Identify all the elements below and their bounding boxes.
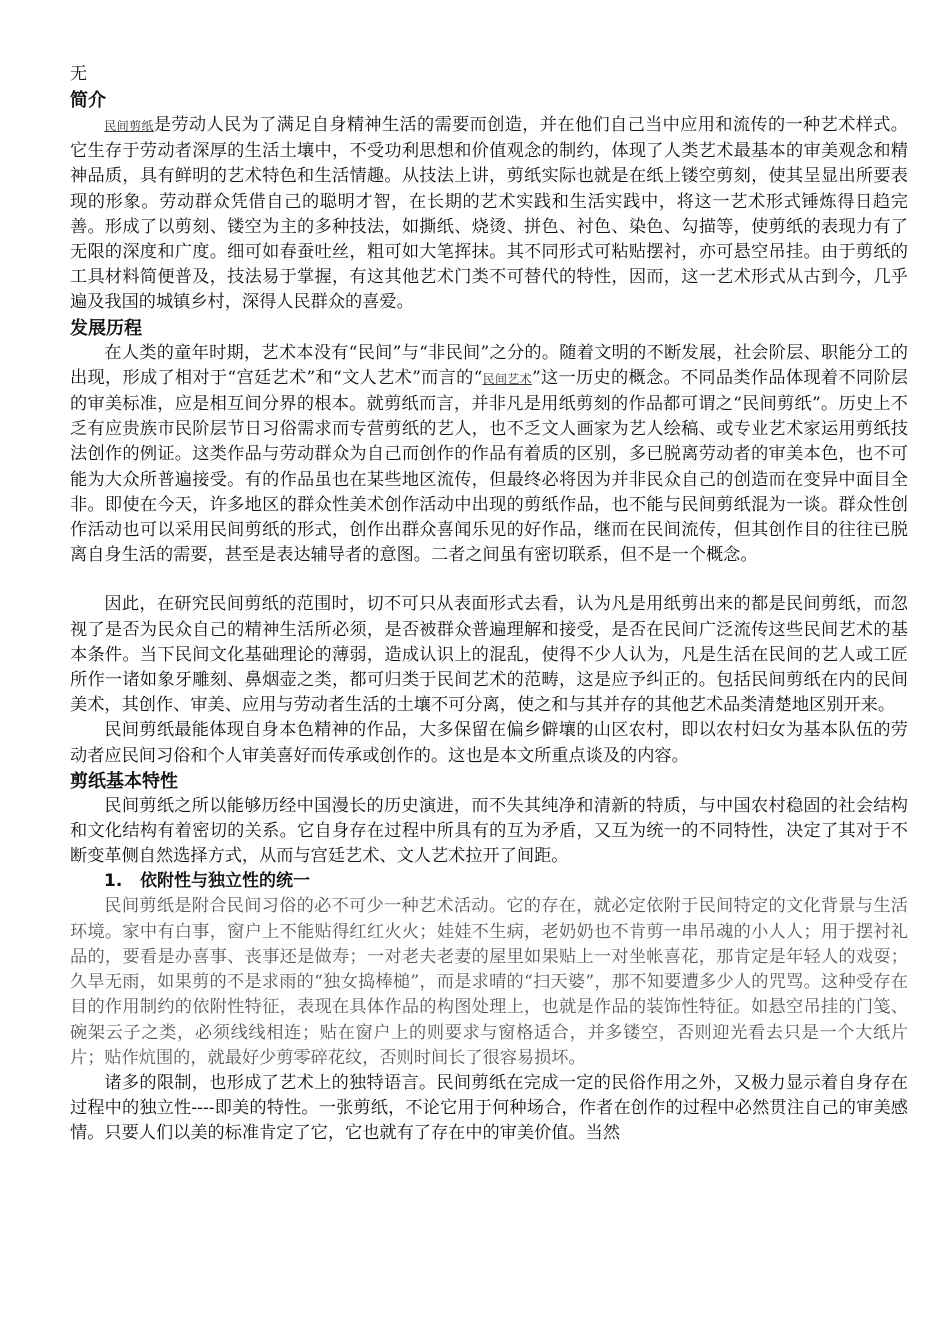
history-paragraph-1 — [70, 341, 908, 569]
history-paragraph-3: 民间剪纸最能体现自身本色精神的作品，大多保留在偏乡僻壤的山区农村，即以农村妇女为基本队伍的劳动者应民间习俗和个人审美喜好而传承或创作的。这也是本文所重点谈及的内容。 — [70, 720, 908, 766]
traits-paragraph-1: 民间剪纸之所以能够历经中国漫长的历史演进，而不失其纯净和清新的特质，与中国农村稳固的社会结构和文化结构有着密切的关系。它自身存在过程中所具有的互为矛盾，又互为统一的不同特性，决定了其对于不断变革侧自然选择方式，从而与宫廷艺术、文人艺术拉开了间距。 — [70, 795, 908, 867]
header-mark: 无 — [70, 64, 87, 84]
history-paragraph-2: 因此，在研究民间剪纸的范围时，切不可只从表面形式去看，认为凡是用纸剪出来的都是民间剪纸，而忽视了是否为民众自己的精神生活所必须，是否被群众普遍理解和接受，是否在民间广泛流传这些民间艺术的基本条件。当下民间文化基础理论的薄弱，造成认识上的混乱，使得不少人认为，凡是生活在民间的艺人或工匠所作一诸如象牙雕刻、鼻烟壶之类，都可归类于民间艺术的范畴，这是应予纠正的。包括民间剪纸在内的民间美术，其创作、审美、应用与劳动者生活的土壤不可分离，使之和与其并存的其他艺术品类清楚地区别开来。 — [70, 594, 908, 716]
section-heading-traits: 剪纸基本特性 — [70, 770, 178, 792]
subsection-heading-1 — [70, 869, 908, 894]
link-folk-art[interactable]: 民间艺术 — [482, 371, 532, 386]
traits-paragraph-2: 民间剪纸是附合民间习俗的必不可少一种艺术活动。它的存在，就必定依附于民间特定的文化背景与生活环境。家中有白事，窗户上不能贴得红红火火；娃娃不生病，老奶奶也不肯剪一串吊魂的小人人；用于摆衬礼品的，要看是办喜事、丧事还是做寿；一对老夫老妻的屋里如果贴上一对坐帐喜花，那肯定是年轻人的戏耍；久旱无雨，如果剪的不是求雨的“独女捣棒槌”，而是求晴的“扫天婆”，那不知要遭多少人的咒骂。这种受存在目的作用制约的依附性特征，表现在具体作品的构图处理上，也就是作品的装饰性特征。如悬空吊挂的门笺、碗架云子之类，必须线线相连；贴在窗户上的则要求与窗格适合，并多镂空，否则迎光看去只是一个大纸片片；贴作炕围的，就最好少剪零碎花纹，否则时间长了很容易损坏。 — [70, 896, 908, 1068]
section-heading-intro: 简介 — [70, 90, 106, 111]
history-paragraph-1-after: ”这一历史的概念。不同品类作品体现着不同阶层的审美标准，应是相互间分界的根本。就剪纸而言，并非凡是用纸剪刻的作品都可谓之“民间剪纸”。历史上不乏有应贵族市民阶层节日习俗需求而专营剪纸的艺人，也不乏文人画家为艺人绘稿、或专业艺术家运用剪纸技法创作的例证。这类作品与劳动群众为自己而创作的作品有着质的区别，多已脱离劳动者的审美本色，也不可能为大众所普遍接受。有的作品虽也在某些地区流传，但最终必将因为并非民众自己的创造而在变异中面目全非。即使在今天，许多地区的群众性美术创作活动中出现的剪纸作品，也不能与民间剪纸混为一谈。群众性创作活动也可以采用民间剪纸的形式，创作出群众喜闻乐见的好作品，继而在民间流传，但其创作目的往往已脱离自身生活的需要，甚至是表达辅导者的意图。二者之间虽有密切联系，但不是一个概念。 — [70, 367, 908, 566]
link-folk-papercut[interactable]: 民间剪纸 — [104, 119, 154, 133]
history-paragraph-1-before: 在人类的童年时期，艺术本没有“民间”与“非民间”之分的。随着文明的不断发展，社会阶层、职能分工的出现，形成了相对于“宫廷艺术”和“文人艺术”而言的“ — [70, 342, 908, 388]
traits-paragraph-3: 诸多的限制，也形成了艺术上的独特语言。民间剪纸在完成一定的民俗作用之外，又极力显示着自身存在过程中的独立性----即美的特性。一张剪纸，不论它用于何种场合，作者在创作的过程中必然贯注自己的审美感情。只要人们以美的标准肯定了它，它也就有了存在中的审美价值。当然 — [70, 1072, 908, 1144]
subsection-number: 1. — [104, 871, 123, 892]
intro-paragraph — [70, 113, 908, 316]
intro-paragraph-text: 是劳动人民为了满足自身精神生活的需要而创造，并在他们自己当中应用和流传的一种艺术样式。它生存于劳动者深厚的生活土壤中，不受功利思想和价值观念的制约，体现了人类艺术最基本的审美观念和精神品质，具有鲜明的艺术特色和生活情趣。从技法上讲，剪纸实际也就是在纸上镂空剪刻，使其呈显出所要表现的形象。劳动群众凭借自己的聪明才智，在长期的艺术实践和生活实践中，将这一艺术形式锤炼得日趋完善。形成了以剪刻、镂空为主的多种技法，如撕纸、烧烫、拼色、衬色、染色、勾描等，使剪纸的表现力有了无限的深度和广度。细可如春蚕吐丝，粗可如大笔挥抹。其不同形式可粘贴摆衬，亦可悬空吊挂。由于剪纸的工具材料简便普及，技法易于掌握，有这其他艺术门类不可替代的特性，因而，这一艺术形式从古到今，几乎遍及我国的城镇乡村，深得人民群众的喜爱。 — [70, 115, 908, 313]
section-heading-history: 发展历程 — [70, 317, 142, 339]
subsection-title: 依附性与独立性的统一 — [140, 871, 310, 892]
